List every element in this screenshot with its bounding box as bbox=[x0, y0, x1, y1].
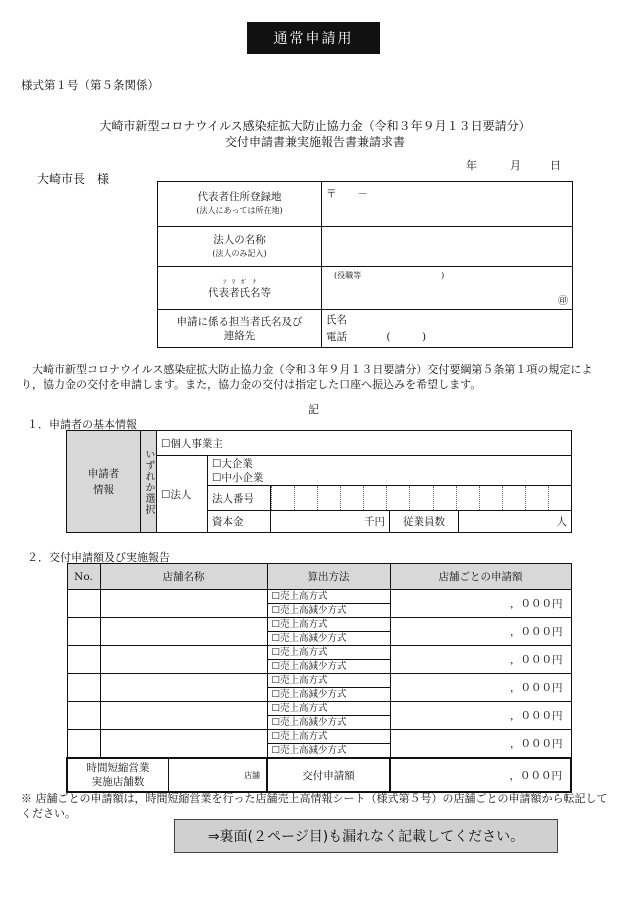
application-amount-table bbox=[66, 563, 572, 793]
employees-label: 従業員数 bbox=[390, 511, 459, 533]
sme-option[interactable]: ☐中小企業 bbox=[212, 471, 264, 484]
footnote: ※ 店舗ごとの申請額は，時間短縮営業を行った店舗売上高情報シート（様式第５号）の店舗ごとの申請額から転記してください。 bbox=[21, 792, 608, 820]
addressee: 大崎市長 様 bbox=[37, 172, 110, 186]
section1-title: １．申請者の基本情報 bbox=[27, 418, 137, 431]
contact-phone-paren: ( ) bbox=[386, 330, 427, 343]
store-no-field[interactable] bbox=[67, 702, 100, 730]
basic-info-table bbox=[66, 430, 572, 533]
method-cell bbox=[267, 590, 390, 618]
applicant-table bbox=[157, 181, 573, 348]
total-amount-field[interactable]: ，０００円 bbox=[390, 758, 571, 792]
store-row bbox=[67, 702, 571, 730]
method-decrease-option[interactable]: ☐売上高減少方式 bbox=[271, 633, 347, 644]
store-name-field[interactable] bbox=[100, 674, 267, 702]
method-decrease-option[interactable]: ☐売上高減少方式 bbox=[271, 689, 347, 700]
store-name-field[interactable] bbox=[100, 730, 267, 759]
large-company-option[interactable]: ☐大企業 bbox=[212, 457, 253, 470]
method-cell bbox=[267, 730, 390, 759]
seal-mark: ㊞ bbox=[558, 296, 568, 307]
contact-label: 申請に係る担当者氏名及び bbox=[176, 315, 303, 328]
date-year: 年 bbox=[466, 159, 477, 172]
method-decrease-option[interactable]: ☐売上高減少方式 bbox=[271, 605, 347, 616]
store-name-field[interactable] bbox=[100, 618, 267, 646]
store-row bbox=[67, 730, 571, 759]
date-month: 月 bbox=[510, 159, 521, 172]
store-amount-field[interactable]: ，０００円 bbox=[390, 674, 571, 702]
store-amount-field[interactable]: ，０００円 bbox=[390, 646, 571, 674]
store-count-cell bbox=[67, 758, 267, 792]
store-row bbox=[67, 646, 571, 674]
header-method: 算出方法 bbox=[267, 564, 390, 590]
select-one-label: いずれか選択 bbox=[141, 431, 157, 533]
store-count-label1: 時間短縮営業 bbox=[86, 762, 150, 774]
title-line1: 大崎市新型コロナウイルス感染症拡大防止協力金（令和３年９月１３日要請分） bbox=[99, 119, 531, 133]
capital-field[interactable]: 千円 bbox=[271, 511, 390, 533]
corp-name-field[interactable] bbox=[322, 227, 573, 267]
store-amount-field[interactable]: ，０００円 bbox=[390, 702, 571, 730]
method-sales-option[interactable]: ☐売上高方式 bbox=[268, 730, 390, 744]
store-no-field[interactable] bbox=[67, 590, 100, 618]
method-decrease-option[interactable]: ☐売上高減少方式 bbox=[271, 745, 347, 756]
store-amount-field[interactable]: ，０００円 bbox=[390, 618, 571, 646]
store-no-field[interactable] bbox=[67, 618, 100, 646]
employees-field[interactable]: 人 bbox=[459, 511, 572, 533]
contact-phone-row bbox=[326, 329, 568, 346]
title-line2: 交付申請書兼実施報告書兼請求書 bbox=[224, 135, 405, 149]
store-amount-field[interactable]: ，０００円 bbox=[390, 730, 571, 759]
capital-label: 資本金 bbox=[208, 511, 271, 533]
method-cell bbox=[267, 646, 390, 674]
rep-field[interactable] bbox=[322, 267, 573, 310]
statement-text: 大崎市新型コロナウイルス感染症拡大防止協力金（令和３年９月１３日要請分）交付要綱第５条第１項の規定により，協力金の交付を申請します。また，協力金の交付は指定した口座へ振込みを希望します。 bbox=[21, 363, 593, 391]
store-row bbox=[67, 590, 571, 618]
total-amount-label: 交付申請額 bbox=[267, 758, 390, 792]
rep-label: 代表者氏名等 bbox=[208, 287, 271, 299]
method-decrease-option[interactable]: ☐売上高減少方式 bbox=[271, 717, 347, 728]
method-sales-option[interactable]: ☐売上高方式 bbox=[268, 646, 390, 660]
store-name-field[interactable] bbox=[100, 702, 267, 730]
store-name-field[interactable] bbox=[100, 590, 267, 618]
rep-title: (役職等 ) bbox=[334, 271, 445, 280]
corp-name-sub: (法人のみ記入) bbox=[212, 248, 267, 258]
address-label-cell bbox=[158, 182, 322, 227]
corp-name-label: 法人の名称 bbox=[213, 233, 266, 246]
corp-size-options bbox=[208, 456, 572, 486]
method-cell bbox=[267, 618, 390, 646]
store-no-field[interactable] bbox=[67, 730, 100, 759]
method-cell bbox=[267, 674, 390, 702]
corp-number-label: 法人番号 bbox=[208, 486, 271, 511]
header-store-name: 店舗名称 bbox=[100, 564, 267, 590]
contact-label-cell bbox=[158, 310, 322, 348]
store-name-field[interactable] bbox=[100, 646, 267, 674]
contact-phone-label: 電話 bbox=[326, 330, 347, 343]
sole-proprietor-option[interactable]: ☐個人事業主 bbox=[157, 431, 572, 456]
form-number: 様式第１号（第５条関係） bbox=[21, 78, 159, 92]
method-sales-option[interactable]: ☐売上高方式 bbox=[268, 590, 390, 604]
date-day: 日 bbox=[550, 159, 561, 172]
corp-number-field[interactable] bbox=[271, 486, 572, 511]
store-no-field[interactable] bbox=[67, 674, 100, 702]
usage-badge: 通常申請用 bbox=[247, 22, 380, 54]
method-decrease-option[interactable]: ☐売上高減少方式 bbox=[271, 661, 347, 672]
corporation-option[interactable]: ☐法人 bbox=[157, 456, 208, 533]
postal-mark: 〒 － bbox=[326, 188, 368, 200]
address-field[interactable] bbox=[322, 182, 573, 227]
store-no-field[interactable] bbox=[67, 646, 100, 674]
method-sales-option[interactable]: ☐売上高方式 bbox=[268, 618, 390, 632]
store-count-field[interactable]: 店舗 bbox=[244, 770, 260, 780]
contact-label2: 連絡先 bbox=[223, 329, 256, 342]
store-row bbox=[67, 674, 571, 702]
method-sales-option[interactable]: ☐売上高方式 bbox=[268, 674, 390, 688]
store-count-label2: 実施店舗数 bbox=[91, 776, 145, 788]
contact-name-label: 氏名 bbox=[326, 313, 347, 326]
rep-label-cell bbox=[158, 267, 322, 310]
header-store-amount: 店舗ごとの申請額 bbox=[390, 564, 571, 590]
section2-title: ２．交付申請額及び実施報告 bbox=[27, 551, 170, 564]
ki-label: 記 bbox=[308, 403, 319, 416]
method-cell bbox=[267, 702, 390, 730]
contact-field[interactable] bbox=[322, 310, 573, 348]
address-label: 代表者住所登録地 bbox=[197, 191, 282, 203]
corp-name-label-cell bbox=[158, 227, 322, 267]
rep-ruby: ﾌ ﾘ ｶﾞ ﾅ bbox=[222, 279, 256, 286]
method-sales-option[interactable]: ☐売上高方式 bbox=[268, 702, 390, 716]
address-sub: (法人にあっては所在地) bbox=[196, 206, 283, 215]
header-no: No. bbox=[67, 564, 100, 590]
applicant-info-label: 申請者情報 bbox=[67, 431, 141, 533]
back-page-notice: ⇒裏面(２ページ目)も漏れなく記載してください。 bbox=[174, 819, 558, 853]
store-row bbox=[67, 618, 571, 646]
store-amount-field[interactable]: ，０００円 bbox=[390, 590, 571, 618]
